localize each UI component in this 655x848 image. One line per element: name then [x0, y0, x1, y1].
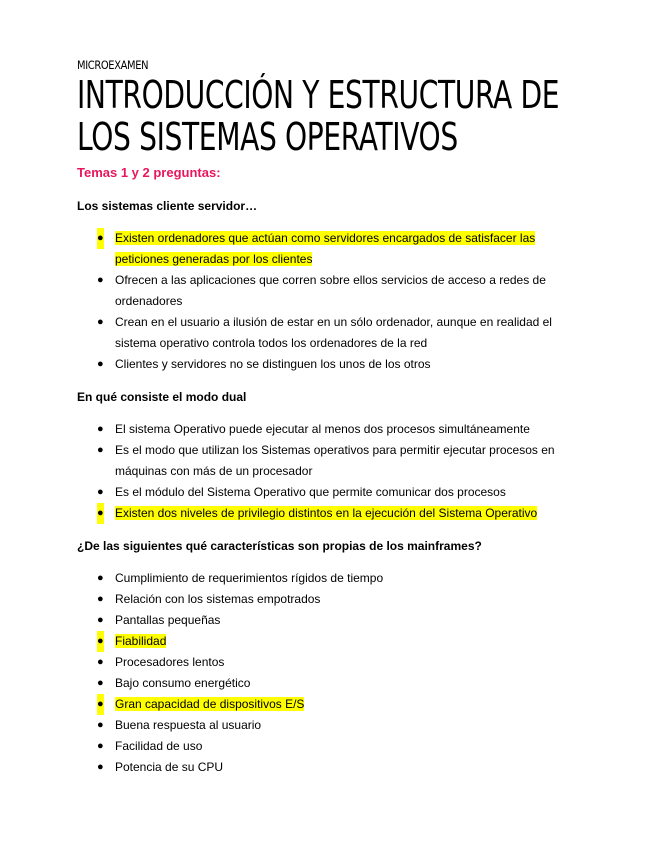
answer-item [97, 757, 577, 778]
answer-text: Es el módulo del Sistema Operativo que permite comunicar dos procesos [115, 485, 506, 499]
answer-content [115, 613, 220, 627]
answer-content [115, 676, 250, 690]
answer-text: Es el modo que utilizan los Sistemas operativos para permitir ejecutar procesos en máquinas con más de un procesador [115, 443, 555, 478]
question-text: En qué consiste el modo dual [77, 390, 247, 404]
answer-text: Facilidad de uso [115, 739, 203, 753]
document-subtitle: MICROEXAMEN [77, 58, 149, 72]
answer-text: Existen ordenadores que actúan como servidores encargados de satisfacer las peticiones generadas por los clientes [115, 231, 536, 266]
bullet-icon: ● [97, 486, 104, 498]
bullet-icon: ● [97, 228, 104, 249]
answer-item [97, 419, 577, 440]
answer-content [115, 506, 537, 520]
answer-text: Gran capacidad de dispositivos E/S [115, 697, 305, 711]
answer-content [115, 697, 304, 711]
bullet-icon: ● [97, 631, 104, 652]
question-text: Los sistemas cliente servidor… [77, 199, 258, 213]
bullet-icon: ● [97, 656, 104, 668]
answer-item [97, 736, 577, 757]
bullet-icon: ● [97, 761, 104, 773]
question-text: ¿De las siguientes qué características son propias de los mainframes? [77, 539, 482, 553]
document-page [77, 58, 577, 792]
answer-content [115, 655, 224, 669]
answer-item-correct [97, 631, 577, 652]
answer-text: Relación con los sistemas empotrados [115, 592, 321, 606]
answer-item [97, 312, 577, 354]
bullet-icon: ● [97, 423, 104, 435]
bullet-icon: ● [97, 719, 104, 731]
bullet-icon: ● [97, 274, 104, 286]
answer-item [97, 610, 577, 631]
answer-content [115, 485, 506, 499]
question-section [77, 198, 577, 375]
answer-item [97, 440, 577, 482]
answer-text: Existen dos niveles de privilegio distintos en la ejecución del Sistema Operativo [115, 506, 538, 520]
answer-content [115, 231, 535, 266]
answer-item [97, 652, 577, 673]
answer-content [115, 315, 552, 350]
answer-content [115, 273, 546, 308]
question-list [77, 198, 577, 778]
bullet-icon: ● [97, 593, 104, 605]
answer-item-correct [97, 228, 577, 270]
answer-text: Procesadores lentos [115, 655, 225, 669]
answer-content [115, 357, 431, 371]
answer-text: Bajo consumo energético [115, 676, 251, 690]
bullet-icon: ● [97, 740, 104, 752]
answer-content [115, 760, 223, 774]
title-line-2: LOS SISTEMAS OPERATIVOS [77, 115, 458, 159]
document-title [77, 74, 577, 162]
answer-text: Fiabilidad [115, 634, 167, 648]
bullet-icon: ● [97, 694, 104, 715]
answer-content [115, 422, 530, 436]
bullet-icon: ● [97, 444, 104, 456]
answer-text: Buena respuesta al usuario [115, 718, 262, 732]
answer-text: Potencia de su CPU [115, 760, 224, 774]
answer-item [97, 589, 577, 610]
bullet-icon: ● [97, 358, 104, 370]
answer-item-correct [97, 694, 577, 715]
answer-content [115, 739, 202, 753]
answer-content [115, 634, 166, 648]
answer-list [77, 228, 577, 375]
answer-list [77, 568, 577, 778]
bullet-icon: ● [97, 677, 104, 689]
answer-text: Ofrecen a las aplicaciones que corren sobre ellos servicios de acceso a redes de ordenadores [115, 273, 546, 308]
answer-item [97, 354, 577, 375]
answer-item-correct [97, 503, 577, 524]
answer-content [115, 571, 383, 585]
title-line-1: INTRODUCCIÓN Y ESTRUCTURA DE [77, 73, 560, 117]
bullet-icon: ● [97, 316, 104, 328]
answer-item [97, 270, 577, 312]
bullet-icon: ● [97, 572, 104, 584]
answer-text: Pantallas pequeñas [115, 613, 221, 627]
answer-content [115, 718, 261, 732]
answer-content [115, 443, 555, 478]
answer-text: Cumplimiento de requerimientos rígidos de tiempo [115, 571, 384, 585]
answer-text: El sistema Operativo puede ejecutar al menos dos procesos simultáneamente [115, 422, 530, 436]
answer-item [97, 568, 577, 589]
topic-heading: Temas 1 y 2 preguntas: [77, 165, 221, 180]
answer-item [97, 673, 577, 694]
question-section [77, 538, 577, 778]
answer-content [115, 592, 320, 606]
answer-item [97, 482, 577, 503]
answer-item [97, 715, 577, 736]
answer-text: Clientes y servidores no se distinguen los unos de los otros [115, 357, 431, 371]
question-section [77, 389, 577, 524]
answer-list [77, 419, 577, 524]
bullet-icon: ● [97, 503, 104, 524]
answer-text: Crean en el usuario a ilusión de estar en un sólo ordenador, aunque en realidad el sistema operativo controla todos los ordenadores de la red [115, 315, 552, 350]
bullet-icon: ● [97, 614, 104, 626]
